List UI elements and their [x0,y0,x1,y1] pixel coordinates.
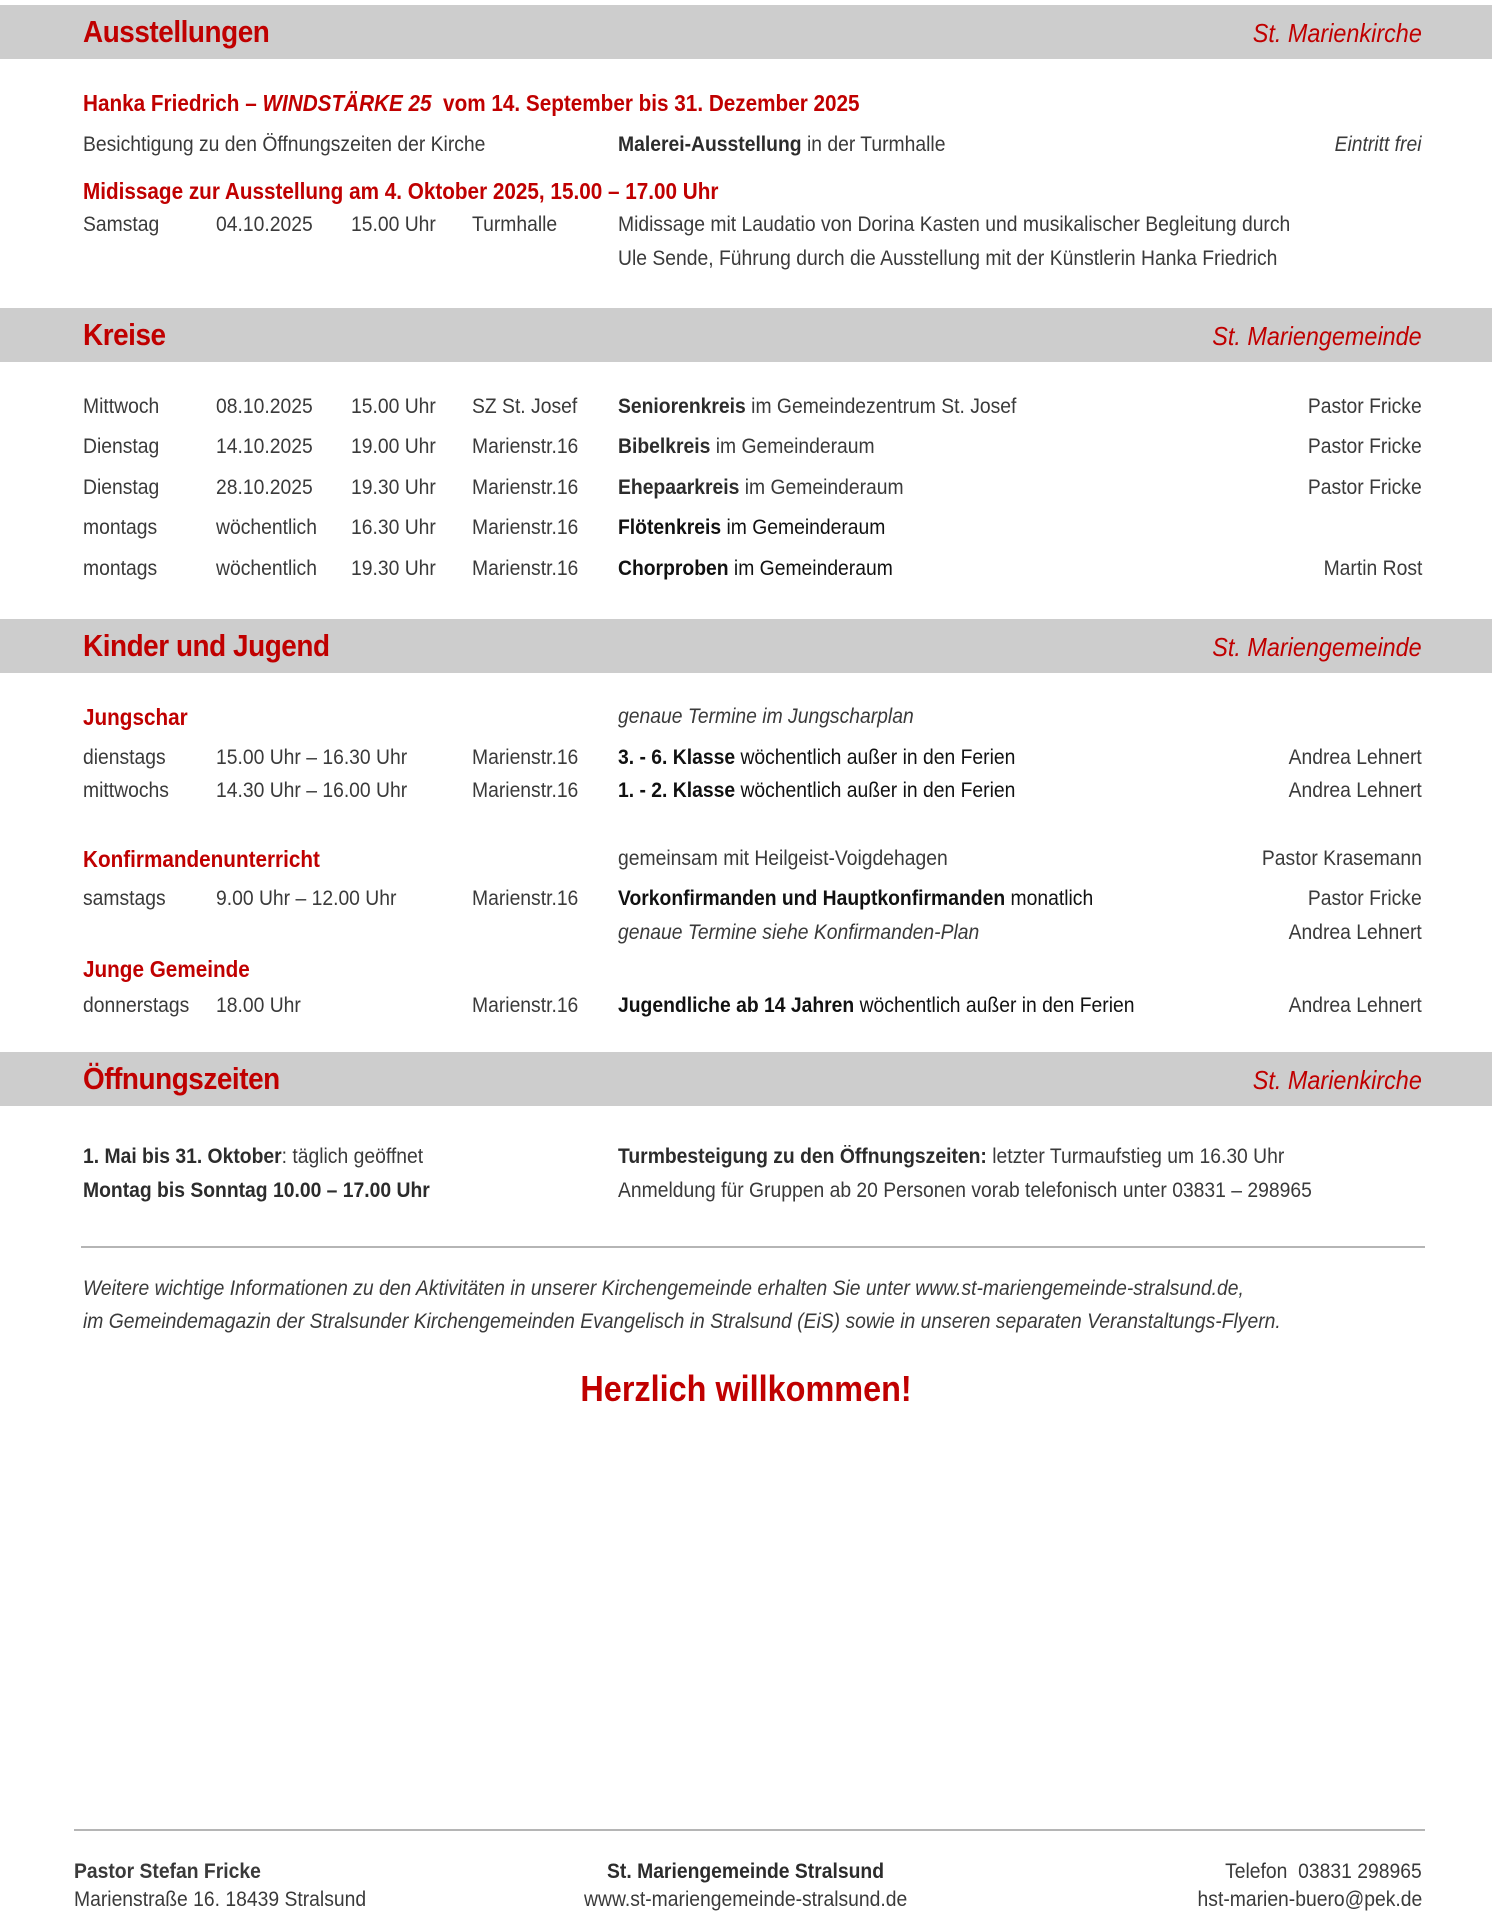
row-time: 16.30 Uhr [351,516,436,539]
konfirmanden-note: gemeinsam mit Heilgeist-Voigdehagen [618,847,948,870]
exhibition-headline [83,88,860,118]
row-description-rest: im Gemeinderaum [710,435,875,458]
entry-note: Eintritt frei [1335,133,1422,156]
row-description [618,777,1015,805]
row-day: Mittwoch [83,395,160,418]
row-description [618,474,904,502]
row-description [618,514,885,542]
row-time: 19.30 Uhr [351,557,436,580]
row-place: Marienstr.16 [472,476,579,499]
row-day: samstags [83,887,166,910]
konfirmanden-sub-note: genaue Termine siehe Konfirmanden-Plan [618,921,980,944]
row-description-rest: wöchentlich außer in den Ferien [735,746,1016,769]
row-date: 04.10.2025 [216,213,313,236]
row-day: montags [83,516,158,539]
row-description [618,393,1016,421]
row-time: 19.00 Uhr [351,435,436,458]
row-description-bold: Chorproben [618,557,729,580]
row-time: 14.30 Uhr – 16.00 Uhr [216,779,408,802]
section-title: Kreise [83,317,166,352]
row-description-bold: Ehepaarkreis [618,476,740,499]
season-hours-rest: : täglich geöffnet [281,1145,424,1168]
midissage-heading: Midissage zur Ausstellung am 4. Oktober 2025, 15.00 – 17.00 Uhr [83,178,719,204]
row-day: dienstags [83,746,166,769]
section-bar-oeffnungszeiten [0,1052,1492,1106]
section-bar-kinder-jugend [0,619,1492,673]
section-location: St. Mariengemeinde [1212,321,1422,351]
row-time: 9.00 Uhr – 12.00 Uhr [216,887,397,910]
row-time: 15.00 Uhr [351,213,436,236]
footer-address: Marienstraße 16. 18439 Stralsund [74,1888,367,1911]
row-person: Martin Rost [1323,557,1422,580]
row-time: 15.00 Uhr [351,395,436,418]
row-day: Samstag [83,213,160,236]
row-day: donnerstags [83,994,190,1017]
welcome-text: Herzlich willkommen! [580,1368,912,1409]
row-description [618,885,1093,913]
section-location: St. Mariengemeinde [1212,632,1422,662]
row-date: wöchentlich [216,557,317,580]
row-description-bold: Flötenkreis [618,516,722,539]
info-line-1: Weitere wichtige Informationen zu den Aktivitäten in unserer Kirchengemeinde erhalten Sie unter www.st-mariengemeinde-stralsund.de, [83,1277,1244,1300]
row-place: Marienstr.16 [472,435,579,458]
section-location: St. Marienkirche [1252,18,1422,48]
footer-phone: Telefon 03831 298965 [1225,1860,1422,1883]
row-date: 08.10.2025 [216,395,313,418]
row-person: Andrea Lehnert [1288,746,1422,769]
tower-climb-bold: Turmbesteigung zu den Öffnungszeiten: [618,1145,987,1168]
jungschar-note: genaue Termine im Jungscharplan [618,705,914,728]
row-description [618,744,1015,772]
footer-web-link[interactable]: www.st-mariengemeinde-stralsund.de [584,1888,908,1911]
row-date: wöchentlich [216,516,317,539]
row-day: Dienstag [83,435,160,458]
row-description-rest: im Gemeinderaum [728,557,893,580]
row-place: Marienstr.16 [472,516,579,539]
row-person: Pastor Fricke [1308,395,1422,418]
season-hours-bold: 1. Mai bis 31. Oktober [83,1145,282,1168]
visit-note: Besichtigung zu den Öffnungszeiten der Kirche [83,133,486,156]
row-description-rest: wöchentlich außer in den Ferien [854,994,1135,1017]
row-description [618,992,1135,1020]
row-description-bold: 1. - 2. Klasse [618,779,736,802]
row-description-bold: Jugendliche ab 14 Jahren [618,994,855,1017]
footer-parish-name: St. Mariengemeinde Stralsund [607,1860,885,1883]
row-description [618,555,893,583]
jungschar-heading: Jungschar [83,704,188,730]
row-place: Marienstr.16 [472,994,579,1017]
exhibition-type [618,131,945,159]
row-person: Pastor Fricke [1308,887,1422,910]
row-place: Marienstr.16 [472,779,579,802]
welcome-message [0,1368,1492,1410]
exhibition-artist: Hanka Friedrich – [83,90,263,116]
row-description-cont: Ule Sende, Führung durch die Ausstellung mit der Künstlerin Hanka Friedrich [618,247,1278,270]
exhibition-type-bold: Malerei-Ausstellung [618,133,802,156]
footer-divider [74,1829,1425,1831]
row-place: SZ St. Josef [472,395,578,418]
row-day: montags [83,557,158,580]
row-description-bold: Vorkonfirmanden und Hauptkonfirmanden [618,887,1006,910]
season-hours [83,1143,423,1171]
section-title: Ausstellungen [83,14,270,49]
exhibition-work: WINDSTÄRKE 25 [262,90,432,116]
row-description-rest: im Gemeindezentrum St. Josef [745,395,1017,418]
daily-hours: Montag bis Sonntag 10.00 – 17.00 Uhr [83,1179,430,1202]
row-person: Pastor Fricke [1308,435,1422,458]
row-date: 14.10.2025 [216,435,313,458]
row-description-rest: monatlich [1005,887,1094,910]
row-description-rest: im Gemeinderaum [721,516,886,539]
junge-gemeinde-heading: Junge Gemeinde [83,956,250,982]
footer-pastor-name: Pastor Stefan Fricke [74,1860,261,1883]
info-line-2: im Gemeindemagazin der Stralsunder Kirchengemeinden Evangelisch in Stralsund (EiS) sowie in unseren separaten Veranstaltungs-Flyern. [83,1310,1281,1333]
row-person: Pastor Fricke [1308,476,1422,499]
row-description-rest: im Gemeinderaum [739,476,904,499]
exhibition-dates: vom 14. September bis 31. Dezember 2025 [431,90,860,116]
tower-climb [618,1143,1284,1171]
row-place: Turmhalle [472,213,558,236]
exhibition-type-rest: in der Turmhalle [801,133,946,156]
footer-email[interactable]: hst-marien-buero@pek.de [1197,1888,1422,1911]
section-title: Öffnungszeiten [83,1061,280,1096]
row-place: Marienstr.16 [472,746,579,769]
row-date: 28.10.2025 [216,476,313,499]
row-person: Andrea Lehnert [1288,779,1422,802]
row-description-bold: Seniorenkreis [618,395,746,418]
konfirmanden-heading: Konfirmandenunterricht [83,846,320,872]
divider [81,1246,1425,1248]
konfirmanden-note-person: Pastor Krasemann [1261,847,1422,870]
section-location: St. Marienkirche [1252,1065,1422,1095]
row-day: mittwochs [83,779,169,802]
row-description: Midissage mit Laudatio von Dorina Kasten und musikalischer Begleitung durch [618,213,1291,236]
row-description-bold: 3. - 6. Klasse [618,746,736,769]
row-person: Andrea Lehnert [1288,994,1422,1017]
group-registration: Anmeldung für Gruppen ab 20 Personen vorab telefonisch unter 03831 – 298965 [618,1179,1312,1202]
konfirmanden-sub-person: Andrea Lehnert [1288,921,1422,944]
row-day: Dienstag [83,476,160,499]
row-time: 18.00 Uhr [216,994,301,1017]
row-description-bold: Bibelkreis [618,435,711,458]
section-bar-ausstellungen [0,5,1492,59]
section-title: Kinder und Jugend [83,628,330,663]
row-time: 19.30 Uhr [351,476,436,499]
section-bar-kreise [0,308,1492,362]
row-place: Marienstr.16 [472,557,579,580]
row-description [618,433,875,461]
row-place: Marienstr.16 [472,887,579,910]
row-description-rest: wöchentlich außer in den Ferien [735,779,1016,802]
tower-climb-rest: letzter Turmaufstieg um 16.30 Uhr [986,1145,1285,1168]
row-time: 15.00 Uhr – 16.30 Uhr [216,746,408,769]
